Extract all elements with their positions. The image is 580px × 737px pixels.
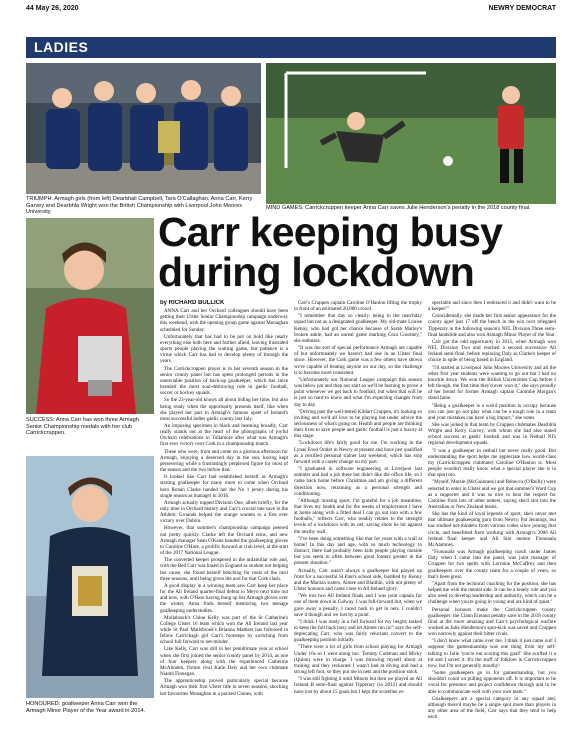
paragraph: However, that summer's championship campaign petered out pretty quickly. Clarke left the Orchard reins, and new Armagh manager Sean O'Kane handed the goalkeeping gloves to Caroline O'Hare, a prolific forward at club level, at the start of the 2017 National League. (160, 525, 288, 557)
mind-games-photo (266, 63, 556, 204)
paragraph: Like Kelly, Carr was still in her penultimate year at school when she first joined the senior county panel by 2014, as one of four keepers along with the experienced Catherine McAlinden, fixture rival Katie Daly and her own clubmate Niamh Finnegan. (160, 646, 288, 678)
paragraph: "Fionnuala was Armagh goalkeeping coach under James Daly when I came into the panel, was joint manager of Cruppen for two spells with Lorraine McCaffrey and then goalkeepers over the county team for a couple of years, so that's been great. (428, 549, 556, 580)
paper-name: NEWRY DEMOCRAT (488, 5, 556, 12)
paragraph: Carr's Cruppen captain Caroline O'Hanlon lifting the trophy in front of an estimated 20,000 crowd. (294, 300, 422, 313)
paragraph: The Carrickcruppen player is in her seventh season in the senior county panel but has spent prolonged periods in the unenviable position of back-up goalkeeper, which has since branded the most soul-destroying role in gaelic football, soccer or hockey squads. (160, 365, 288, 397)
paragraph: It looked like Carr had established herself as Armagh's starting goalkeeper for many more to come when Orchard hero Ronan Clarke handed her the No 1 jersey during his single season as manager in 2016. (160, 474, 288, 499)
paragraph: Armagh actually topped Division One, albeit briefly, for the only time in Orchard history and Carr's crucial late save in the Athletic Grounds helped the orange women to a first ever victory over Dublin. (160, 499, 288, 525)
paragraph: "It was the sort of special performance Armagh are capable of but unfortunately we haven't had one in an Ulster final since. However, the Cork game was a few others have shown we're capable of beating anyone on our day, so the challenge is to become more consistent. (294, 345, 422, 376)
paragraph: Goalkeepers are a special category in any squad and, although there'd maybe be a single spot more than players in any other area of the field, Carr says that they tend to help each (428, 695, 556, 721)
paragraph: "I've been doing something like that for years with a wall at home! In this day and age, with so much technology to distract, there had probably been kids people playing outside but you seem to often between great footers greater in the present situation." (294, 535, 422, 567)
honoured-caption-text: HONOURED: goalkeeper Anna Carr won the Armagh Minor Player of the Year award in 2014. (26, 701, 146, 714)
paragraph: "There were a lot of girls from school playing for Armagh Under 16s so I went along too. Tommy Coleman and Micky (Quinn) were in charge. I was throwing myself about at training and they reckoned I wasn't bad at diving and had a strong left foot, so they put me in nets and the position stuck. (294, 644, 422, 676)
paragraph: Unfortunately that has had to be put on hold like nearly everything else both here and further afield, leaving frustrated sports people playing the waiting game, but patience is a virtue which Carr has had to develop plenty of through the years. (160, 333, 288, 365)
article-column-3 (428, 300, 556, 730)
paragraph: "Although missing sport, I'm grateful for a job meantime, that lives my health and for the weeks of employment I have at home along with a fitted deal I can go out into with a few footballs," reflects Carr, who readily relates to the strength levels of a lockdown with its net, saving shots he hit against the nearby wall. (294, 497, 422, 535)
paragraph: A good display in a winning team saw Carr keep her place for the All Ireland quarter-final defeat to Meyo next time out and now, with O'Hare having hung up her Armagh gloves over the winter, Anna finds herself mentoring two teenage goalkeeping understudies. (160, 582, 288, 614)
paragraph: "Myself, Marsie (McGuinness) and Rebecca (O'Reilly) were selected to enter in Ulster and we got that summer's Ward Cup as a supporter and it was so nice to hear the respect for Caroline from lots of other netters, saying she'd slot into the Australian or New Zealand teams. (428, 479, 556, 510)
paragraph: "I don't know what came over me, I think it just came out! I suppose the gamesmanship was one thing from my self-talking to Julie 'you're not scoring this goal!' She scuffed it a bit and I saved it. It's the stuff of folklore in Carrickcruppen now, but I'm not generally mouthy! (428, 638, 556, 669)
paragraph: She has the kind of loyal legends of sport, she's never met that ultimate goalkeeping guru from Newry, Pat Jennings, but has studied net-minders from various codes since joining that circle, and benefitted from working with Armagh's 2006 All Ireland final keeper and All Star mentor Fionnuala McAtamney. (428, 511, 556, 548)
success-caption (26, 417, 154, 437)
column-1-body (160, 308, 288, 697)
section-banner: LADIES (26, 37, 556, 58)
paragraph: "Unfortunately our National League campaign this season was below par and then our start so we'll be burning to prove a point whenever we get back to football, but when that will be is just so hard to know and what I'm expecting changes from day to day. (294, 376, 422, 408)
paragraph: "Driving past the well-tested Kildart Cruppen, it's looking so inviting and we'd all love to be playing but under advice the seriousness of what's going on. Health and people are thinking their lives to save people and gaelic football is just a luxury at this stage. (294, 408, 422, 440)
paragraph: "I was still fighting it until Minors but then we played an All Ireland B semi-final against Tipperary (in 2012) and should have lost by about 15 goals but I kept the scoreline re- (294, 676, 422, 695)
paragraph: So the 23-year-old knows all about biding her time, but also being ready when the opportunity presents itself, like when she played her part in Armagh's famous upset of Ireland's most successful ladies gaelic county last July. (160, 397, 288, 422)
paragraph: "We lost two All Ireland finals and I was joint captain for one of them down in Galway. I was full-forward but, when we gave away a penalty, I raced back to get in nets. I couldn't save it though and we lost by a point. (294, 593, 422, 618)
column-3-body (428, 300, 556, 720)
byline: by RICHARD BULLICK (160, 300, 225, 306)
paragraph: The apprenticeship proved particularly special because Armagh won their first Ulster title in seven seasons, shocking hot favourites Monaghan in a packed Clones, with (160, 678, 288, 697)
column-2-body (294, 300, 422, 695)
success-photo (26, 218, 154, 414)
paragraph: "Apart from the technical coaching for the position, she has helped me with the mental side. It can be a lonely role and you also need to develop leadership and authority, which can be a challenge when you're going in young and are kind of quiet." (428, 580, 556, 606)
page-header (26, 3, 556, 15)
paragraph: The converted keeper prospered in the unfamiliar role and, with the Bed Carr was based in England as student not helping her cause, she found herself benching for most of the next three seasons, until being given the nod for that Cork clash. (160, 557, 288, 582)
article-column-2 (294, 300, 422, 730)
paragraph: "I think I was ready in a full forward for my height; tasked to keep the full back busy and let Aimee run in!" says the self-deprecating Carr, who was fairly reluctant convert to the goalkeeping position initially. (294, 618, 422, 644)
article-column-1 (160, 300, 288, 730)
honoured-caption (26, 701, 154, 714)
paragraph: An imposing specimen in black and beaming broadly, Carr really stands out at the heart of the photographs of joyful Orchard celebrations in Tullamore after what was Armagh's first ever victory over Cork in a championship match. (160, 422, 288, 448)
paragraph: "I'd started at Liverpool John Moores University and all the other first year students were wanting to go out but I had no knuckle down. We won the British Universities Cup before I left though, the first time they'd ever won it," she says proudly of her breast for former Armagh captain Caoimhe Morgan's stand fame. (428, 364, 556, 402)
paragraph: Carr got the odd opportunity in 2015, when Armagh won NFL Division Two and reached a second successive All Ireland semi-final, before replacing Daly as Clarke's keeper of choice in spite of being based in England. (428, 338, 556, 364)
mind-games-caption-text: MIND GAMES: Carrickcruppen keeper Anna Carr saves Julie Henderson's penalty in the 2018 county final. (266, 205, 531, 211)
paragraph: She was joined in that team by Cruppen clubmates Dearbhla Wright and Kerry Garvey, with whom she had also stated school success at gaelic football and was in Netball NI's regional development squads. (428, 421, 556, 447)
paragraph: "Some goalkeepers go in for gamesmanship, but you shouldn't count on pulling opponents off. It is important to be vocal for presence and project confidence through and to be able to communicate well with your own team." (428, 670, 556, 695)
paragraph: spectable and since then I embraced it and didn't want to be a keeper!" (428, 300, 556, 313)
paragraph: Actually, Carr wasn't always a goalkeeper but played up front for a successful St Paul's school side, buddied by Kenny and the Mackin sisters, Aimee and Blaithin, with not plenty of Ulster honours and came close to All Ireland glory. (294, 567, 422, 593)
success-caption-text: SUCCESS: Anna Carr has won three Armagh Senior Championship medals with her club Carrickcruppen. (26, 417, 139, 437)
paragraph: Personal honours make the Carrickcruppen county goalkeeper: the Clann Eireann penalty save in the 2018 county final at the more amazing and Carr's psychological warfare worked as Julie Henderson's spot-kick was saved and Cruppen won narrowly against their bitter rivals. (428, 606, 556, 638)
paragraph: "I remember that day so clearly, being in the matchday squad but not as a designated goalkeeper. My old-mate Louise Kenny, who had got her chance because of Sarah Marley's broken ankle, had an unreal game marking Cora Courtney," she enthuses. (294, 313, 422, 344)
paragraph: "I was a goalkeeper in netball but never really good. But understanding the sport helps me appreciate how world-class my (Carrickcruppen clubmate) Caroline O'Hanlon is. Most people wouldn't really know what a special player she is in that sport too. (428, 447, 556, 479)
paragraph: "I graduated in software engineering at Liverpool last summer and had a job there but didn't like the office life, so I came back home before Christmas and am giving a different direction now, retraining as a personal strength and conditioning. (294, 466, 422, 497)
paragraph: These who were, from and come on a glorious afternoon for Armagh, enjoying a deserved day in the sun, having kept persevering while a frustratingly perplexed figure for most of the season and the two before that. (160, 448, 288, 474)
paragraph: "Being a goalkeeper is a weird position to occupy because you can just go not play what can be a tough role in a team and your mistakes can have a big impact," she notes. (428, 402, 556, 421)
triumph-caption-text: TRIUMPH: Armagh girls (from left) Dearbhail Campbell, Tara O'Callaghan, Anna Carr, Kerry Garvey and Dearbhla Wright won the British Championship with Liverpool John Moores University. (26, 196, 253, 216)
headline: Carr keeping busy during lockdown (158, 209, 503, 295)
page-date: 44 May 26, 2020 (26, 5, 79, 12)
honoured-photo (26, 456, 154, 698)
paragraph: Coincidentally, she made her first senior appearance for the county aged just 17 off the bench in the win over relegated Tipperary in the following season's NFL Division Three semi-final landslide and also won Armagh Minor Player of the Year. (428, 313, 556, 338)
triumph-photo (26, 63, 261, 194)
paragraph: "Lockdown life's fairly good for me. I'm working in the Lynas Food Outlet in Newry at present and have just qualified as a certified personal trainer last weekend, which has stop forward with a career change on my part. (294, 440, 422, 465)
paragraph: ANNA Carr and her Orchard colleagues should have been getting their Ulster Senior Championship campaign underway this weekend, with the opening group game against Monaghan scheduled for Sunday. (160, 308, 288, 333)
paragraph: Mullabrack's Chloe Kelly was part of the St Catherine's College Ulster 16 team which won the All Ireland last year while St Paul Mallsbrook's Brianna Mathers has followed in fellow Carrickagh girl Carr's footsteps by switching from school full forward to net-minder. (160, 614, 288, 646)
